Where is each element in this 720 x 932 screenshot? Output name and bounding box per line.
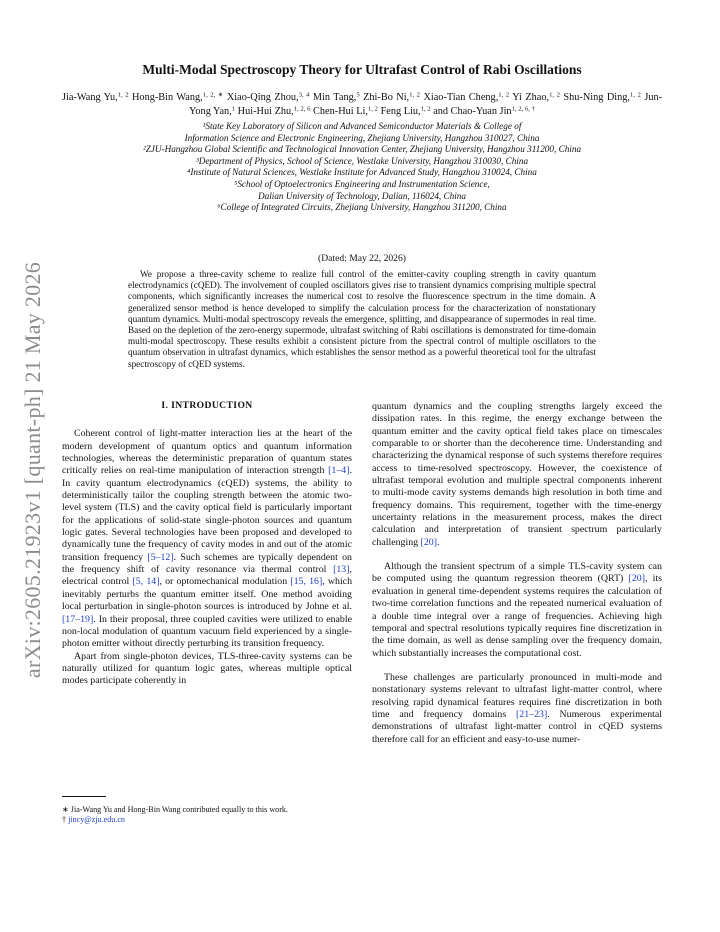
author-affiliation-mark: 3, 4 bbox=[298, 91, 310, 99]
intro-paragraph-5: These challenges are particularly pronounced in multi-mode and nonstationary systems relevant to ultrafast light-matter control, where resolving rapid dynamical features requires fine discretization in both time and frequency domains [21–23]. Numerous experimental demonstrations of ultrafast light-matter control in cQED systems therefore call for an efficient and easy-to-use numer- bbox=[372, 671, 662, 745]
arxiv-identifier: arXiv:2605.21923v1 [quant-ph] 21 May 2026 bbox=[20, 261, 45, 679]
author-affiliation-mark: 1, 2, ∗ bbox=[202, 91, 224, 99]
author-affiliation-mark: 1, 2 bbox=[549, 91, 560, 99]
author-affiliation-mark: 1, 2 bbox=[630, 91, 641, 99]
section-heading: I. INTRODUCTION bbox=[161, 400, 253, 411]
citation-link[interactable]: [20] bbox=[420, 536, 437, 548]
footnote-divider bbox=[62, 796, 106, 797]
citation-link[interactable]: [5–12] bbox=[147, 551, 174, 563]
affiliation-line: Information Science and Electronic Engineering, Zhejiang University, Hangzhou 310027, China bbox=[184, 132, 540, 143]
author-name: Hong-Bin Wang,$^{1, 2, ∗}$ bbox=[131, 91, 224, 103]
affiliation-line: ⁶College of Integrated Circuits, Zhejiang University, Hangzhou 311200, China bbox=[217, 202, 507, 213]
affiliation-line: ²ZJU-Hangzhou Global Scientific and Technological Innovation Center, Zhejiang University, Hangzhou 311200, China bbox=[142, 144, 582, 155]
author-affiliation-mark: 1, 2 bbox=[117, 91, 129, 99]
author-name: Zhi-Bo Ni,$^{1, 2}$ bbox=[363, 91, 421, 103]
author-affiliation-mark: 1, 2, 6 bbox=[293, 105, 311, 113]
affiliation-line: ¹State Key Laboratory of Silicon and Advanced Semiconductor Materials & College of bbox=[202, 121, 522, 131]
author-name: Min Tang,$^5$ bbox=[312, 91, 360, 103]
author-affiliation-mark: 1, 2 bbox=[409, 91, 421, 99]
citation-link[interactable]: [13] bbox=[333, 564, 350, 576]
citation-link[interactable]: [5, 14] bbox=[132, 576, 160, 588]
paper-title: Multi-Modal Spectroscopy Theory for Ultrafast Control of Rabi Oscillations bbox=[142, 62, 582, 77]
author-name: Feng Liu,$^{1, 2}$ bbox=[380, 105, 431, 117]
intro-paragraph-1: Coherent control of light-matter interaction lies at the heart of the modern development of quantum optics and quantum information technologies, whereas the deterministic preparation of quantum states critically relies on real-time manipulation of interaction strength [1–4]. In cavity quantum electrodynamics (cQED) systems, the ability to deterministically tailor the coupling strength between the atomic two-level system (TLS) and the cavity optical field is particularly important for the applications of solid-state single-photon sources and quantum logic gates. Several technologies have been proposed and developed to dynamically tune the frequency of cavity modes in and out of the atomic transition frequency [5–12]. Such schemes are typically dependent on the frequency shift of cavity resonance via thermal control [13], electrical control [5, 14], or optomechanical modulation [15, 16], which inevitably perturbs the quantum emitter itself. One method avoiding local perturbation in single-photon sources is introduced by Johne et al. [17–19]. In their proposal, three coupled cavities were utilized to enable non-local modulation of quantum vacuum field experienced by a single-photon emitter without directly perturbing its transition frequency. bbox=[62, 428, 353, 650]
right-column bbox=[372, 401, 662, 758]
author-name: Jia-Wang Yu,$^{1, 2}$ bbox=[62, 91, 129, 103]
author-name: Hui-Hui Zhu,$^{1, 2, 6}$ bbox=[237, 105, 311, 117]
citation-link[interactable]: [15, 16] bbox=[290, 576, 323, 588]
dated-line: (Dated: May 22, 2026) bbox=[318, 253, 406, 264]
footnote-corresponding bbox=[62, 815, 352, 825]
author-affiliation-mark: 5 bbox=[356, 91, 360, 99]
author-name: Yi Zhao,$^{1, 2}$ bbox=[512, 91, 560, 103]
intro-paragraph-4: Although the transient spectrum of a simple TLS-cavity system can be computed using the quantum regression theorem (QRT) [20], its evaluation in general time-dependent systems requires the calculation of two-time correlation functions and the repeated numerical evaluation of a double time integral over a range of frequencies. Achieving high temporal and spectral resolutions typically requires fine discretization in the time domain, as well as dense sampling over the frequency domain, which substantially increases the computational cost. bbox=[372, 561, 662, 659]
affiliation-line: ³Department of Physics, School of Science, Westlake University, Hangzhou 310030, China bbox=[195, 155, 529, 166]
author-name: Xiao-Qing Zhou,$^{3, 4}$ bbox=[226, 91, 310, 103]
author-affiliation-mark: 1, 2, 6, † bbox=[511, 105, 535, 113]
affiliation-line: Dalian University of Technology, Dalian, 116024, China bbox=[258, 190, 466, 201]
author-affiliation-mark: 1 bbox=[231, 105, 236, 113]
author-name: Shu-Ning Ding,$^{1, 2}$ bbox=[563, 91, 641, 103]
left-column bbox=[62, 400, 352, 688]
intro-paragraph-2: Apart from single-photon devices, TLS-three-cavity systems can be naturally utilized for quantum logic gates, whereas multiple optical modes participate coherently in bbox=[62, 650, 352, 687]
author-name: Xiao-Tian Cheng,$^{1, 2}$ bbox=[423, 91, 510, 103]
author-affiliation-mark: 1, 2 bbox=[367, 105, 378, 113]
affiliation-line: ⁵School of Optoelectronics Engineering and Instrumentation Science, bbox=[234, 178, 490, 189]
citation-link[interactable]: [1–4] bbox=[328, 465, 350, 477]
footnote-equal-contribution: ∗ Jia-Wang Yu and Hong-Bin Wang contributed equally to this work. bbox=[62, 805, 288, 814]
arxiv-sidebar bbox=[20, 261, 46, 679]
email-link[interactable]: jincy@zju.edu.cn bbox=[68, 815, 125, 825]
affiliation-list bbox=[70, 121, 654, 214]
citation-link[interactable]: [17–19] bbox=[62, 613, 94, 625]
author-list bbox=[62, 91, 662, 119]
author-affiliation-mark: 1, 2 bbox=[498, 91, 510, 99]
citation-link[interactable]: [21–23] bbox=[515, 708, 548, 720]
abstract: We propose a three-cavity scheme to realize full control of the emitter-cavity coupling strength in cavity quantum electrodynamics (cQED). The involvement of coupled oscillators gives rise to transient dynamics comprising multiple spectral components, which significantly increases the numerical cost to resolve the fluorescence spectrum in the time domain. A generalized sensor method is hence developed to simplify the calculation process for the characterization of nonstationary quantum dynamics. Multi-modal spectroscopy reveals the emergence, splitting, and disappearance of supermodes in real time. Based on the depletion of the zero-energy supermode, ultrafast switching of Rabi oscillations is demonstrated for time-domain multi-modal spectroscopy. These results exhibit a consistent picture from the spectral control of multiple oscillators to the quantum observation in ultrafast dynamics, which establishes the sensor method as a powerful theoretical tool for the ultrafast spectroscopy of cQED systems. bbox=[128, 269, 596, 369]
author-name: Chen-Hui Li,$^{1, 2}$ bbox=[313, 105, 378, 117]
author-affiliation-mark: 1, 2 bbox=[420, 105, 431, 113]
footnotes bbox=[62, 805, 352, 826]
citation-link[interactable]: [20] bbox=[628, 573, 645, 585]
author-name: and Chao-Yuan Jin$^{1, 2, 6, \dagger}$ bbox=[433, 105, 535, 117]
footnote-mark: † bbox=[62, 815, 67, 825]
author-name: Jun-Yong Yan,$^1$ bbox=[189, 92, 663, 117]
intro-paragraph-3: quantum dynamics and the coupling strengths largely exceed the dissipation rates. In this regime, the energy exchange between the quantum emitter and the cavity optical field takes place on timescales comparable to or shorter than the decoherence time. Understanding and characterizing the dynamical response of such systems therefore requires access to time-resolved spectroscopy. However, the coexistence of ultrafast temporal evolution and multiple spectral components inherent to multi-mode cavity systems demands high resolution in both time and frequency domains. This requirement, together with the time-energy uncertainty relations in the measurement process, makes the direct calculation and interpretation of transient spectrum particularly challenging [20]. bbox=[372, 401, 662, 548]
affiliation-line: ⁴Institute of Natural Sciences, Westlake Institute for Advanced Study, Hangzhou 310024, China bbox=[187, 167, 537, 178]
